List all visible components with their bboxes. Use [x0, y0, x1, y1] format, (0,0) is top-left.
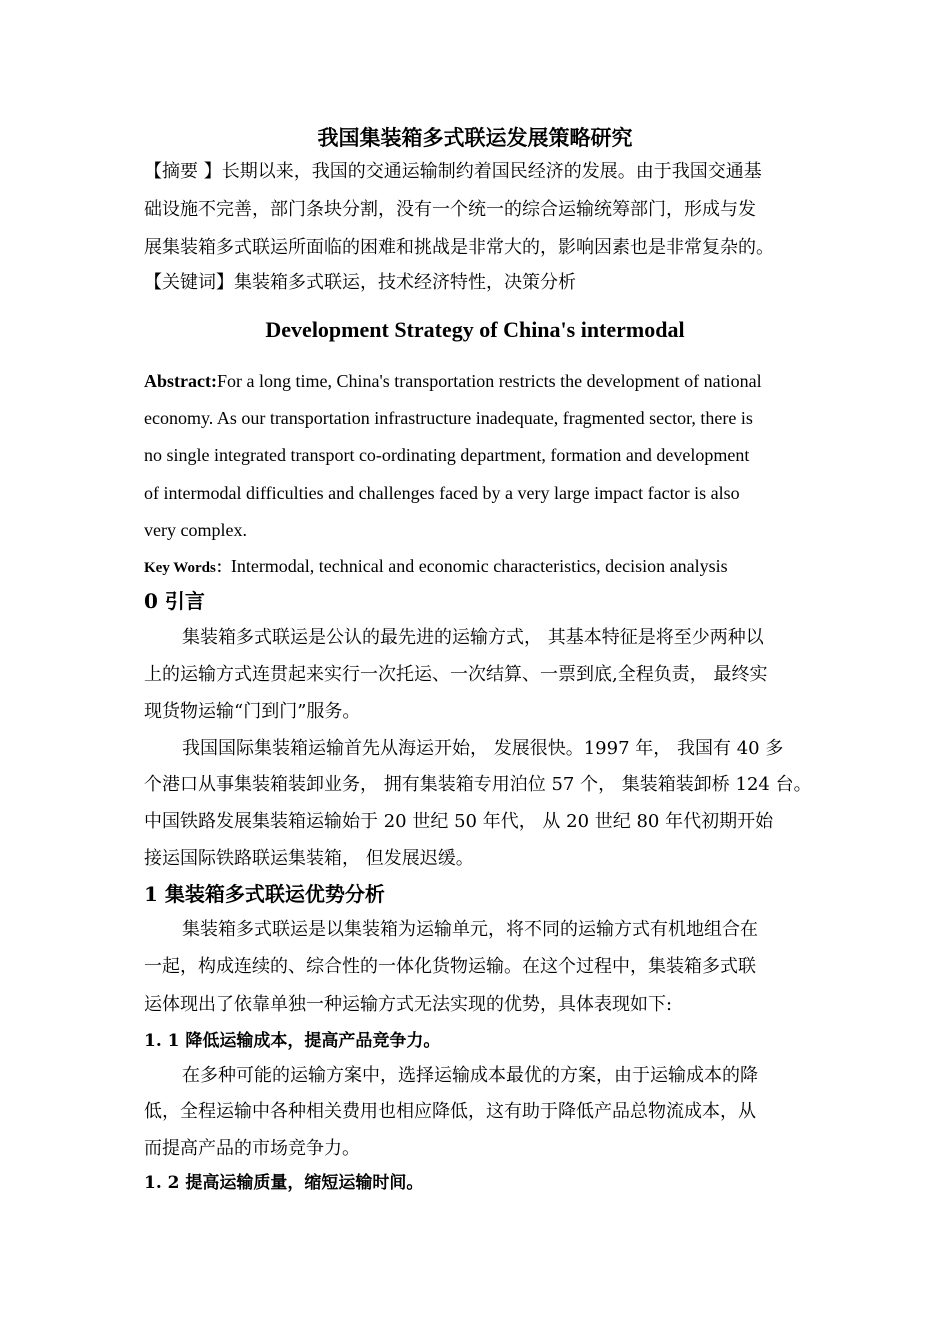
abstract-cn-line: 展集装箱多式联运所面临的困难和挑战是非常大的，影响因素也是非常复杂的。: [144, 237, 774, 258]
abstract-en-line: of intermodal difficulties and challenges faced by a very large impact factor is also: [144, 483, 740, 503]
abstract-en-line: no single integrated transport co-ordinating department, formation and development: [144, 445, 750, 465]
paragraph-line: 而提高产品的市场竞争力。: [144, 1138, 360, 1159]
abstract-en-line: [144, 369, 762, 393]
subsection-heading: 1. 1 降低运输成本，提高产品竞争力。: [144, 1031, 441, 1051]
paragraph-line: 低，全程运输中各种相关费用也相应降低，这有助于降低产品总物流成本，从: [144, 1101, 756, 1122]
abstract-en-text: For a long time, China's transportation restricts the development of national: [216, 371, 762, 391]
paragraph-line: 我国国际集装箱运输首先从海运开始， 发展很快。1997 年， 我国有 40 多: [182, 738, 784, 759]
paragraph-line: 集装箱多式联运是公认的最先进的运输方式， 其基本特征是将至少两种以: [182, 627, 764, 648]
paragraph-line: 现货物运输“门到门”服务。: [144, 701, 361, 722]
subsection-heading: 1. 2 提高运输质量，缩短运输时间。: [144, 1173, 424, 1193]
abstract-cn-line: 【摘要 】长期以来，我国的交通运输制约着国民经济的发展。由于我国交通基: [144, 161, 762, 182]
paragraph-line: 集装箱多式联运是以集装箱为运输单元，将不同的运输方式有机地组合在: [182, 919, 758, 940]
document-title-cn: 我国集装箱多式联运发展策略研究: [317, 125, 633, 150]
abstract-en-line: economy. As our transportation infrastructure inadequate, fragmented sector, there is: [144, 408, 753, 428]
keywords-en-text: Intermodal, technical and economic characteristics, decision analysis: [230, 556, 728, 576]
abstract-cn-line: 础设施不完善，部门条块分割，没有一个统一的综合运输统筹部门，形成与发: [144, 199, 756, 220]
paragraph-line: 上的运输方式连贯起来实行一次托运、一次结算、一票到底,全程负责， 最终实: [144, 664, 768, 685]
keywords-en: [144, 554, 728, 580]
paragraph-line: 运体现出了依靠单独一种运输方式无法实现的优势，具体表现如下:: [144, 994, 673, 1015]
paragraph-line: 在多种可能的运输方案中，选择运输成本最优的方案，由于运输成本的降: [182, 1065, 758, 1086]
keywords-en-label: Key Words：: [144, 560, 231, 576]
paragraph-line: 个港口从事集装箱装卸业务， 拥有集装箱专用泊位 57 个， 集装箱装卸桥 124 台。: [144, 774, 812, 795]
paragraph-line: 接运国际铁路联运集装箱， 但发展迟缓。: [144, 848, 474, 869]
section-heading: 1 集装箱多式联运优势分析: [144, 882, 385, 906]
section-heading: 0 引言: [144, 589, 205, 613]
paragraph-line: 中国铁路发展集装箱运输始于 20 世纪 50 年代， 从 20 世纪 80 年代初期开始: [144, 811, 774, 832]
keywords-cn: 【关键词】集装箱多式联运，技术经济特性，决策分析: [144, 272, 576, 293]
paragraph-line: 一起，构成连续的、综合性的一体化货物运输。在这个过程中，集装箱多式联: [144, 956, 756, 977]
document-title-en: Development Strategy of China's intermodal: [265, 317, 685, 342]
abstract-en-label: Abstract:: [144, 371, 217, 391]
abstract-en-line: very complex.: [144, 520, 247, 540]
